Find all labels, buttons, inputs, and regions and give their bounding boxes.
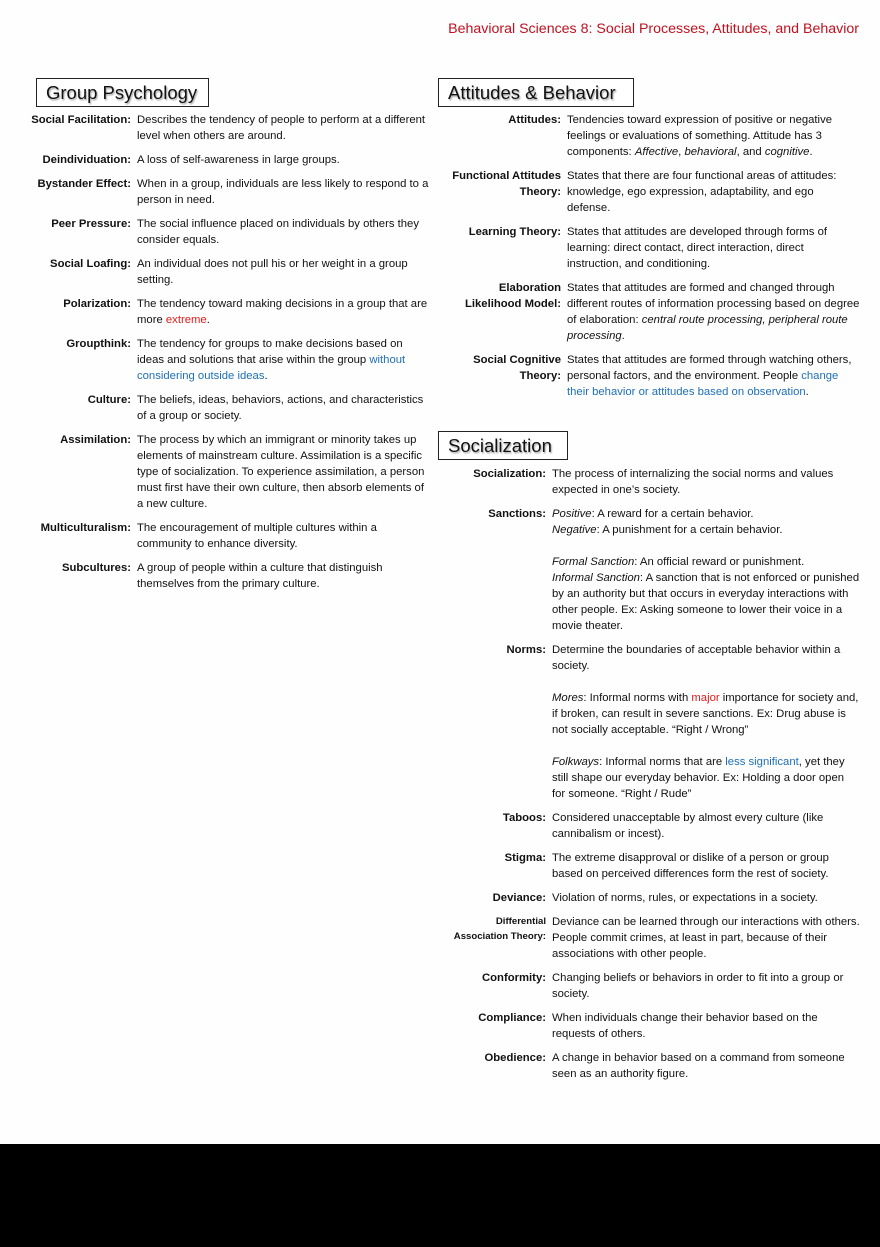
definition-entry bbox=[0, 216, 430, 248]
definition-entry bbox=[0, 432, 430, 512]
text-span: : An official reward or punishment. bbox=[634, 556, 805, 568]
term-label: Multiculturalism: bbox=[40, 522, 131, 534]
highlighted-text: change their behavior or attitudes based on observation bbox=[567, 370, 839, 398]
term-definition bbox=[567, 224, 860, 272]
text-span: When in a group, individuals are less likely to respond to a person in need. bbox=[137, 178, 429, 206]
definition-paragraph bbox=[137, 112, 430, 144]
term-label: Deindividuation: bbox=[42, 154, 131, 166]
text-span: , and bbox=[736, 146, 765, 158]
highlighted-text: without considering outside ideas bbox=[137, 354, 406, 382]
group-psychology-list bbox=[0, 112, 430, 592]
text-span: , yet they still shape our everyday behavior. Ex: Holding a door open for someone. “Right / Rude” bbox=[552, 756, 845, 800]
text-span: : Informal norms with bbox=[583, 692, 692, 704]
italic-text: Informal Sanction bbox=[552, 572, 640, 584]
definition-paragraph bbox=[552, 754, 860, 802]
term-label: Compliance: bbox=[478, 1012, 546, 1024]
section-title-attitudes-behavior: Attitudes & Behavior bbox=[438, 78, 634, 107]
term-label: Stigma: bbox=[504, 852, 546, 864]
term-label: Groupthink: bbox=[66, 338, 131, 350]
term-definition bbox=[137, 176, 430, 208]
highlighted-text: major bbox=[691, 692, 720, 704]
definition-paragraph bbox=[552, 570, 860, 634]
text-span: The tendency for groups to make decisions based on ideas and solutions that arise within the group bbox=[137, 338, 403, 366]
term-definition bbox=[567, 168, 860, 216]
highlighted-text: less significant bbox=[725, 756, 799, 768]
italic-text: cognitive bbox=[764, 146, 810, 158]
term-definition bbox=[137, 432, 430, 512]
text-span: A group of people within a culture that distinguish themselves from the primary culture. bbox=[137, 562, 383, 590]
term-label: Assimilation: bbox=[60, 434, 131, 446]
term-label: Obedience: bbox=[484, 1052, 546, 1064]
text-span: A change in behavior based on a command from someone seen as an authority figure. bbox=[552, 1052, 845, 1080]
term-label: Differential Association Theory: bbox=[453, 916, 546, 942]
text-span: Changing beliefs or behaviors in order to fit into a group or society. bbox=[552, 972, 844, 1000]
text-span: : Informal norms that are bbox=[599, 756, 726, 768]
term-label: Polarization: bbox=[63, 298, 131, 310]
text-span: States that there are four functional areas of attitudes: knowledge, ego expression, adaptability, and ego defense. bbox=[567, 170, 837, 214]
term-definition bbox=[552, 642, 860, 802]
highlighted-text: extreme bbox=[165, 314, 207, 326]
definition-entry bbox=[440, 352, 860, 400]
definition-entry bbox=[440, 224, 860, 272]
term-definition bbox=[552, 970, 860, 1002]
term-definition bbox=[552, 890, 860, 906]
text-span: Deviance can be learned through our interactions with others. People commit crimes, at least in part, because of their associations with other people. bbox=[552, 916, 860, 960]
section-title-group-psychology: Group Psychology bbox=[36, 78, 209, 107]
definition-paragraph bbox=[137, 560, 430, 592]
term-label: Culture: bbox=[87, 394, 131, 406]
term-definition bbox=[552, 466, 860, 498]
definition-paragraph bbox=[552, 674, 860, 690]
text-span: . bbox=[264, 370, 268, 382]
text-span: . bbox=[809, 146, 813, 158]
term-label: Peer Pressure: bbox=[51, 218, 131, 230]
definition-paragraph bbox=[137, 432, 430, 512]
definition-entry bbox=[440, 970, 860, 1002]
text-span: : A sanction that is not enforced or punished by an authority but that occurs in everyday interactions with other people. Ex: Asking someone to lower their voice in a movie theater. bbox=[552, 572, 860, 632]
term-definition bbox=[552, 1050, 860, 1082]
italic-text: behavioral bbox=[684, 146, 737, 158]
term-definition bbox=[137, 216, 430, 248]
text-span: Violation of norms, rules, or expectations in a society. bbox=[552, 892, 818, 904]
text-span: When individuals change their behavior based on the requests of others. bbox=[552, 1012, 818, 1040]
definition-paragraph bbox=[552, 850, 860, 882]
text-span: A loss of self-awareness in large groups. bbox=[137, 154, 340, 166]
text-span: Describes the tendency of people to perform at a different level when others are around. bbox=[137, 114, 426, 142]
definition-paragraph bbox=[552, 466, 860, 498]
definition-paragraph bbox=[567, 112, 860, 160]
term-definition bbox=[552, 506, 860, 634]
text-span: The beliefs, ideas, behaviors, actions, and characteristics of a group or society. bbox=[137, 394, 424, 422]
definition-paragraph bbox=[552, 554, 860, 570]
term-label: Subcultures: bbox=[61, 562, 131, 574]
term-definition bbox=[137, 336, 430, 384]
text-span: The extreme disapproval or dislike of a person or group based on perceived differences form the rest of society. bbox=[552, 852, 829, 880]
term-label: Sanctions: bbox=[488, 508, 546, 520]
definition-paragraph bbox=[137, 392, 430, 424]
term-definition bbox=[137, 256, 430, 288]
term-label: Norms: bbox=[506, 644, 546, 656]
text-span: The process of internalizing the social norms and values expected in one’s society. bbox=[552, 468, 834, 496]
definition-paragraph bbox=[552, 1050, 860, 1082]
definition-entry bbox=[0, 176, 430, 208]
term-definition bbox=[552, 914, 860, 962]
text-span: The encouragement of multiple cultures within a community to enhance diversity. bbox=[137, 522, 377, 550]
term-definition bbox=[137, 296, 430, 328]
term-label: Social Loafing: bbox=[50, 258, 131, 270]
definition-entry bbox=[0, 392, 430, 424]
text-span: The social influence placed on individuals by others they consider equals. bbox=[137, 218, 419, 246]
definition-entry bbox=[0, 112, 430, 144]
definition-entry bbox=[440, 112, 860, 160]
text-span: importance for society and, if broken, can result in severe sanctions. Ex: Drug abuse is not socially acceptable. “Right / Wrong” bbox=[552, 692, 859, 736]
italic-text: Folkways bbox=[552, 756, 600, 768]
text-span: States that attitudes are formed and changed through different routes of information processing based on degree of elaboration: bbox=[567, 282, 860, 326]
definition-paragraph bbox=[552, 522, 860, 538]
term-definition bbox=[552, 810, 860, 842]
term-definition bbox=[567, 280, 860, 344]
text-span: States that attitudes are formed through watching others, personal factors, and the environment. People bbox=[567, 354, 852, 382]
definition-paragraph bbox=[552, 970, 860, 1002]
definition-entry bbox=[0, 336, 430, 384]
term-label: Socialization: bbox=[473, 468, 546, 480]
definition-paragraph bbox=[137, 216, 430, 248]
italic-text: Formal Sanction bbox=[552, 556, 635, 568]
term-label: Taboos: bbox=[502, 812, 546, 824]
text-span: : A reward for a certain behavior. bbox=[591, 508, 754, 520]
definition-paragraph bbox=[552, 506, 860, 522]
definition-paragraph bbox=[137, 296, 430, 328]
definition-paragraph bbox=[552, 642, 860, 674]
definition-paragraph bbox=[567, 224, 860, 272]
definition-paragraph bbox=[567, 352, 860, 400]
definition-entry bbox=[440, 466, 860, 498]
definition-entry bbox=[440, 506, 860, 634]
italic-text: Positive bbox=[552, 508, 592, 520]
italic-text: central route processing, peripheral route processing bbox=[567, 314, 848, 342]
italic-text: Negative bbox=[552, 524, 597, 536]
term-definition bbox=[137, 392, 430, 424]
text-span: . bbox=[206, 314, 210, 326]
text-span: States that attitudes are developed through forms of learning: direct contact, direct interaction, direct instruction, and conditioning. bbox=[567, 226, 827, 270]
term-definition bbox=[552, 1010, 860, 1042]
italic-text: Affective bbox=[634, 146, 679, 158]
definition-entry bbox=[440, 914, 860, 962]
definition-paragraph bbox=[137, 336, 430, 384]
text-span: : A punishment for a certain behavior. bbox=[596, 524, 783, 536]
term-label: Functional Attitudes Theory: bbox=[452, 170, 561, 198]
text-span: The process by which an immigrant or minority takes up elements of mainstream culture. Assimilation is a specific type of socialization. To experience assimilation, a person must first have their own culture, then absorb elements of a new culture. bbox=[137, 434, 425, 510]
socialization-list bbox=[440, 466, 860, 1082]
definition-entry bbox=[0, 152, 430, 168]
text-span: , bbox=[678, 146, 685, 158]
definition-paragraph bbox=[552, 538, 860, 554]
definition-paragraph bbox=[552, 914, 860, 962]
term-definition bbox=[552, 850, 860, 882]
term-definition bbox=[137, 112, 430, 144]
definition-paragraph bbox=[137, 176, 430, 208]
definition-entry bbox=[440, 1050, 860, 1082]
term-label: Elaboration Likelihood Model: bbox=[464, 282, 561, 310]
definition-entry bbox=[440, 280, 860, 344]
term-label: Social Cognitive Theory: bbox=[473, 354, 561, 382]
definition-entry bbox=[440, 1010, 860, 1042]
definition-entry bbox=[440, 168, 860, 216]
text-span: Considered unacceptable by almost every culture (like cannibalism or incest). bbox=[552, 812, 824, 840]
term-label: Conformity: bbox=[481, 972, 546, 984]
text-span: An individual does not pull his or her weight in a group setting. bbox=[137, 258, 408, 286]
definition-entry bbox=[440, 890, 860, 906]
definition-paragraph bbox=[567, 168, 860, 216]
definition-entry bbox=[440, 850, 860, 882]
text-span: . bbox=[805, 386, 809, 398]
italic-text: Mores bbox=[552, 692, 584, 704]
definition-paragraph bbox=[552, 810, 860, 842]
definition-entry bbox=[0, 560, 430, 592]
term-definition bbox=[567, 112, 860, 160]
definition-entry bbox=[0, 296, 430, 328]
text-span: . bbox=[621, 330, 625, 342]
term-definition bbox=[137, 560, 430, 592]
definition-paragraph bbox=[137, 256, 430, 288]
definition-entry bbox=[0, 256, 430, 288]
definition-paragraph bbox=[552, 738, 860, 754]
definition-entry bbox=[440, 642, 860, 802]
definition-entry bbox=[0, 520, 430, 552]
term-label: Social Facilitation: bbox=[31, 114, 131, 126]
term-label: Attitudes: bbox=[508, 114, 561, 126]
document-header-title: Behavioral Sciences 8: Social Processes, Attitudes, and Behavior bbox=[448, 21, 859, 37]
term-definition bbox=[137, 152, 430, 168]
term-definition bbox=[137, 520, 430, 552]
term-label: Bystander Effect: bbox=[37, 178, 131, 190]
text-span: The tendency toward making decisions in a group that are more bbox=[137, 298, 428, 326]
section-title-socialization: Socialization bbox=[438, 431, 568, 460]
definition-paragraph bbox=[567, 280, 860, 344]
term-label: Deviance: bbox=[492, 892, 546, 904]
text-span: Tendencies toward expression of positive or negative feelings or evaluations of something. Attitude has 3 components: bbox=[567, 114, 833, 158]
term-definition bbox=[567, 352, 860, 400]
term-label: Learning Theory: bbox=[468, 226, 561, 238]
text-span: Determine the boundaries of acceptable behavior within a society. bbox=[552, 644, 841, 672]
definition-paragraph bbox=[137, 520, 430, 552]
definition-paragraph bbox=[137, 152, 430, 168]
definition-paragraph bbox=[552, 690, 860, 738]
attitudes-behavior-list bbox=[440, 112, 860, 400]
definition-paragraph bbox=[552, 1010, 860, 1042]
definition-paragraph bbox=[552, 890, 860, 906]
definition-entry bbox=[440, 810, 860, 842]
